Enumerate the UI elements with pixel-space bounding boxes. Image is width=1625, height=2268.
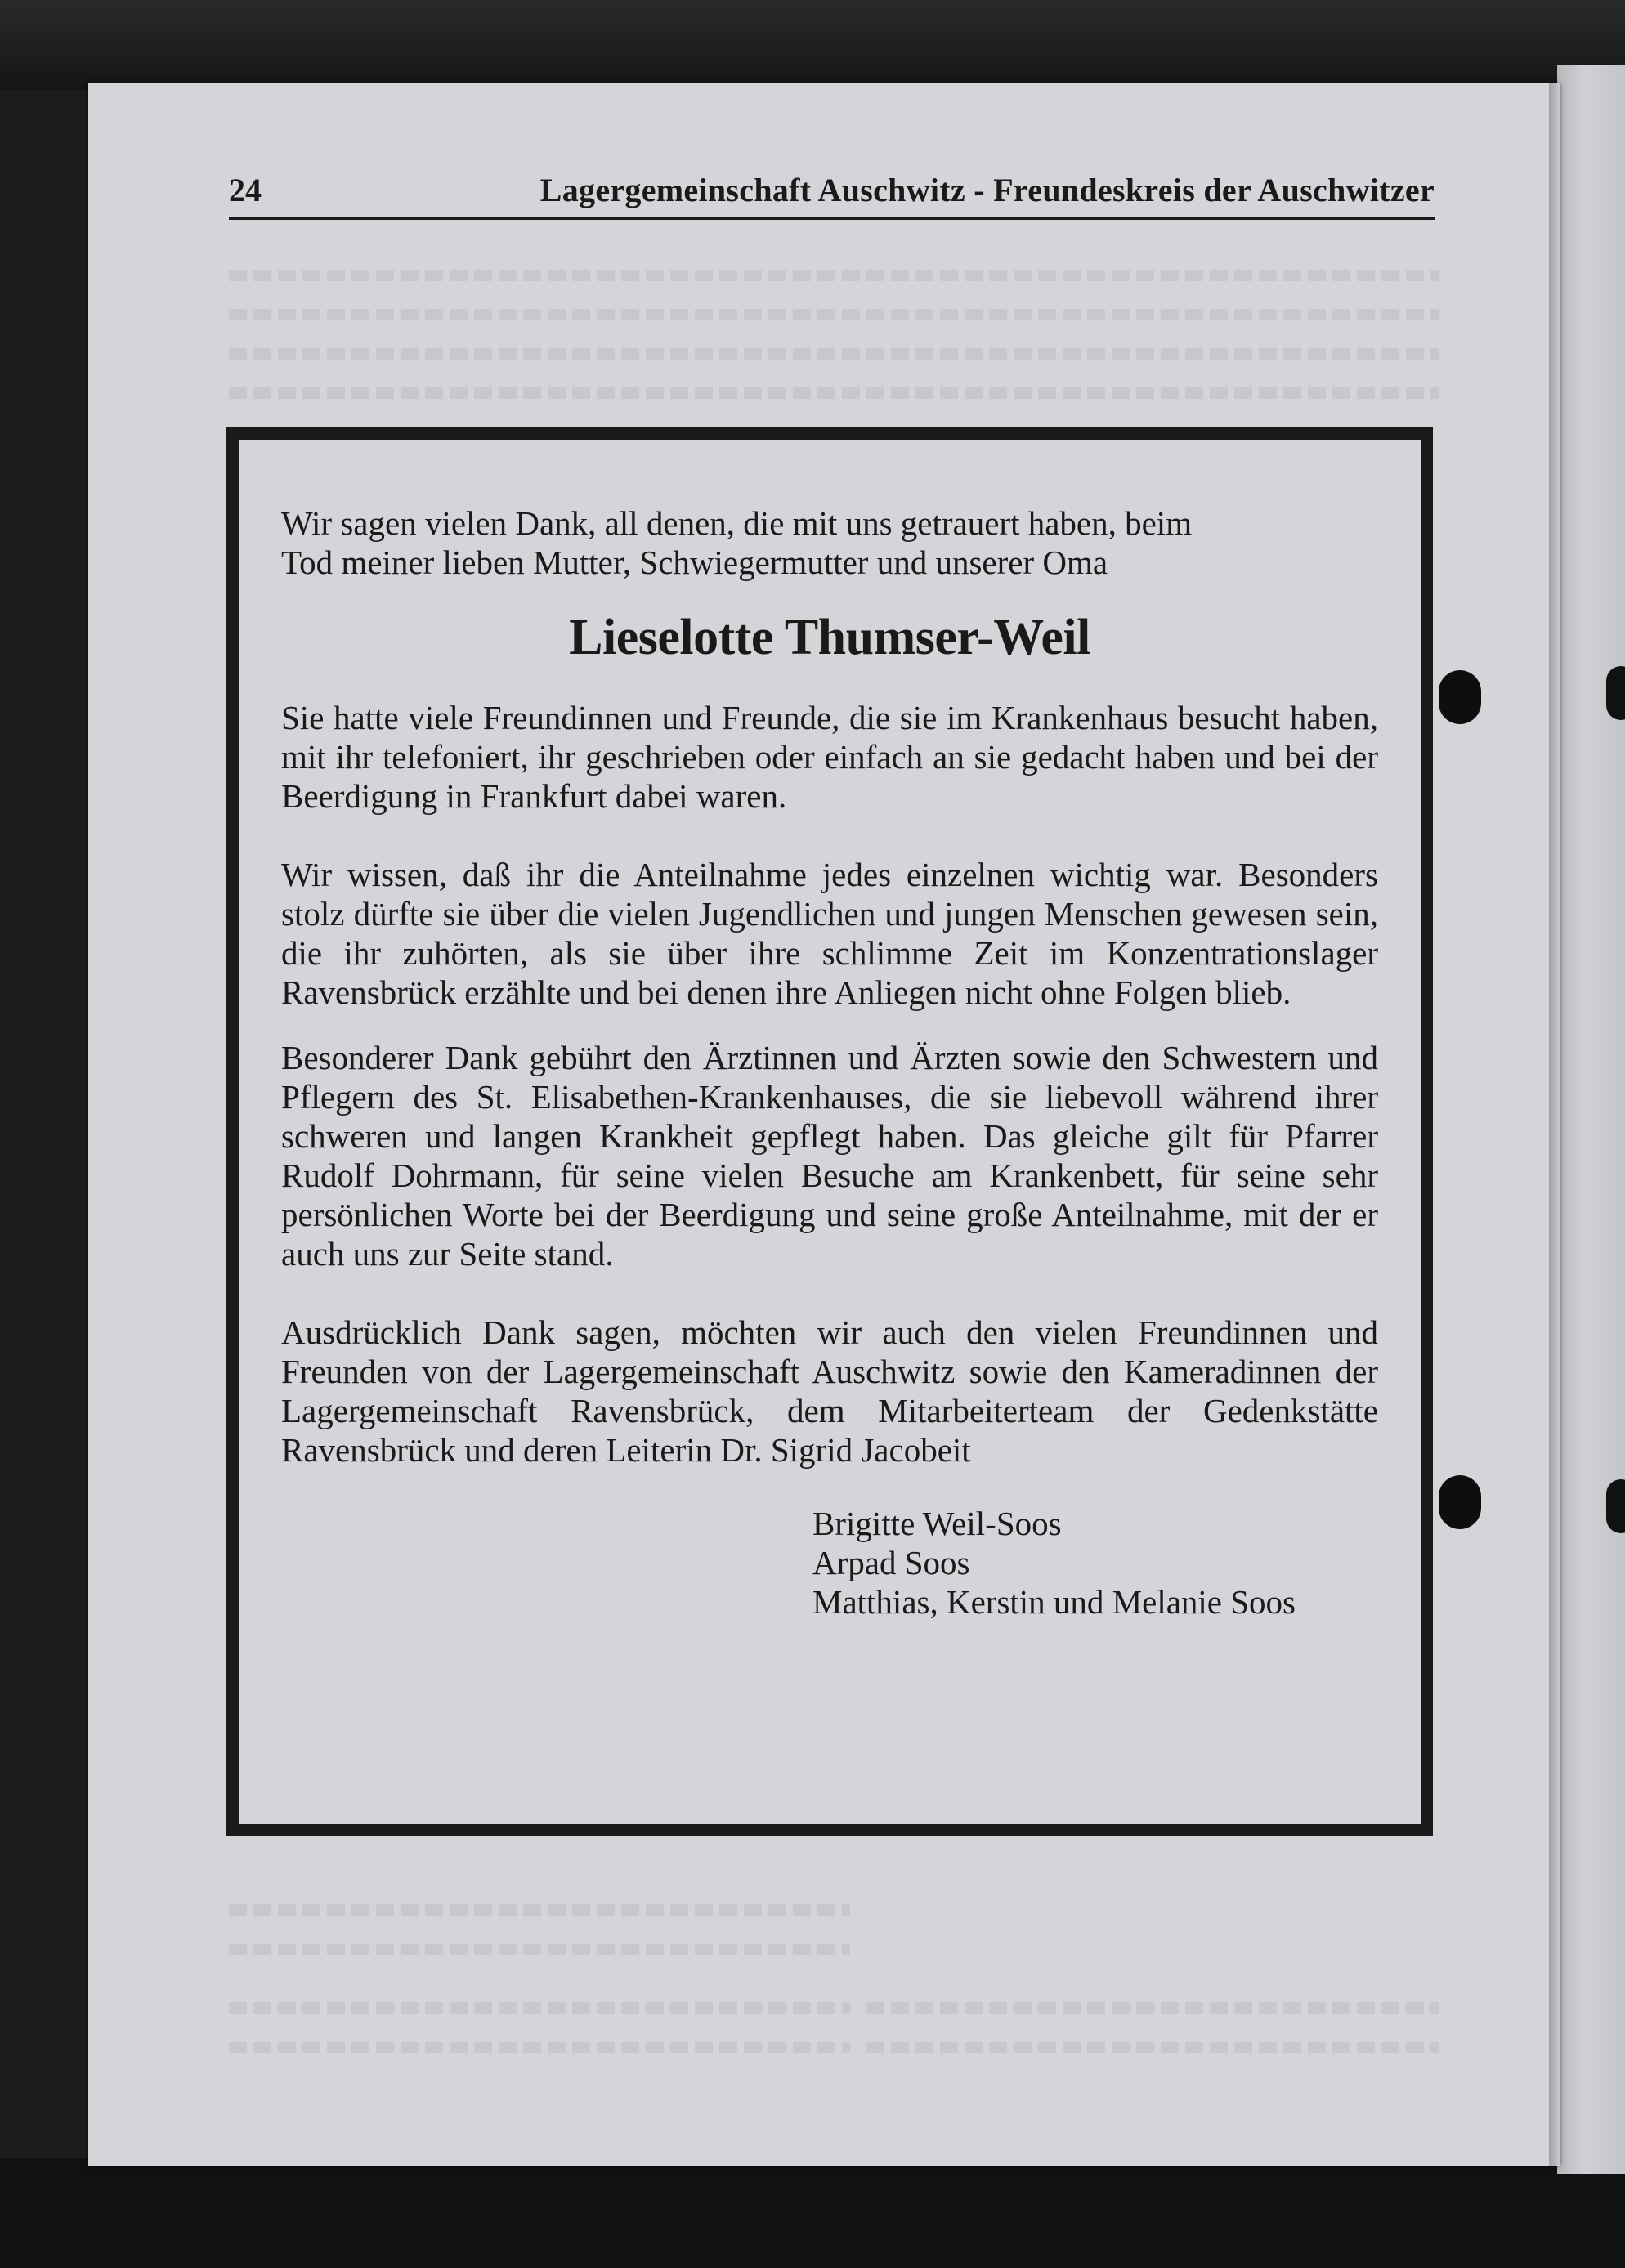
paragraph-visits: Sie hatte viele Freundinnen und Freunde, die sie im Krankenhaus besucht haben, mit ihr telefoniert, ihr geschrieben oder einfach an sie gedacht haben und bei der Beerdigung in Frankfurt dabei waren.	[281, 699, 1378, 815]
bleed-through-line	[229, 348, 1439, 360]
bleed-through-line	[229, 2042, 850, 2053]
bleed-through-line	[866, 2042, 1439, 2053]
bleed-through-line	[229, 2002, 850, 2014]
mourning-notice-box	[226, 427, 1433, 1836]
deceased-name: Lieselotte Thumser-Weil	[569, 610, 1090, 665]
scan-background-top	[0, 0, 1625, 90]
running-title: Lagergemeinschaft Auschwitz - Freundeskreis der Auschwitzer	[539, 172, 1435, 208]
next-page-edge	[1557, 65, 1625, 2174]
notice-content	[281, 503, 1378, 1622]
page-number: 24	[229, 172, 262, 208]
signature-line: Brigitte Weil-Soos	[812, 1505, 1062, 1542]
bleed-through-line	[229, 270, 1439, 281]
signatures	[812, 1504, 1378, 1622]
bleed-through-line	[866, 2002, 1439, 2014]
next-page-binder-hole	[1606, 1479, 1625, 1533]
signature-line: Arpad Soos	[812, 1544, 970, 1581]
paragraph-thanks-doctors: Besonderer Dank gebührt den Ärztinnen und Ärzten sowie den Schwestern und Pflegern des St. Elisabethen-Krankenhauses, die sie liebevoll während ihrer schweren und langen Krankheit gepflegt haben. Das gleiche gilt für Pfarrer Rudolf Dohrmann, für seine vielen Besuche am Krankenbett, für seine sehr persönlichen Worte bei der Beerdigung und seine große Anteilnahme, mit der er auch uns zur Seite stand.	[281, 1039, 1378, 1273]
bleed-through-line	[229, 1904, 850, 1916]
bleed-through-line	[229, 309, 1439, 320]
signature-line: Matthias, Kerstin und Melanie Soos	[812, 1583, 1296, 1621]
binder-hole	[1439, 670, 1481, 724]
page-edge-shadow	[1549, 83, 1562, 2166]
page-header	[229, 168, 1435, 220]
bleed-through-line	[229, 1944, 850, 1955]
scan-background-bottom	[0, 2158, 1625, 2268]
intro-line: Tod meiner lieben Mutter, Schwiegermutter und unserer Oma	[281, 544, 1108, 581]
binder-hole	[1439, 1475, 1481, 1529]
paragraph-thanks-friends: Ausdrücklich Dank sagen, möchten wir auch den vielen Freundinnen und Freunden von der Lagergemeinschaft Auschwitz sowie den Kameradinnen der Lagergemeinschaft Ravensbrück, dem Mitarbeiterteam der Gedenkstätte Ravensbrück und deren Leiterin Dr. Sigrid Jacobeit	[281, 1313, 1378, 1469]
paragraph-participation: Wir wissen, daß ihr die Anteilnahme jedes einzelnen wichtig war. Besonders stolz dürfte sie über die vielen Jugendlichen und jungen Menschen gewesen sein, die ihr zuhörten, als sie über ihre schlimme Zeit im Konzentrationslager Ravensbrück erzählte und bei denen ihre Anliegen nicht ohne Folgen blieb.	[281, 856, 1378, 1011]
intro-line: Wir sagen vielen Dank, all denen, die mit uns getrauert haben, beim	[281, 504, 1193, 542]
next-page-binder-hole	[1606, 666, 1625, 720]
bleed-through-line	[229, 387, 1439, 399]
